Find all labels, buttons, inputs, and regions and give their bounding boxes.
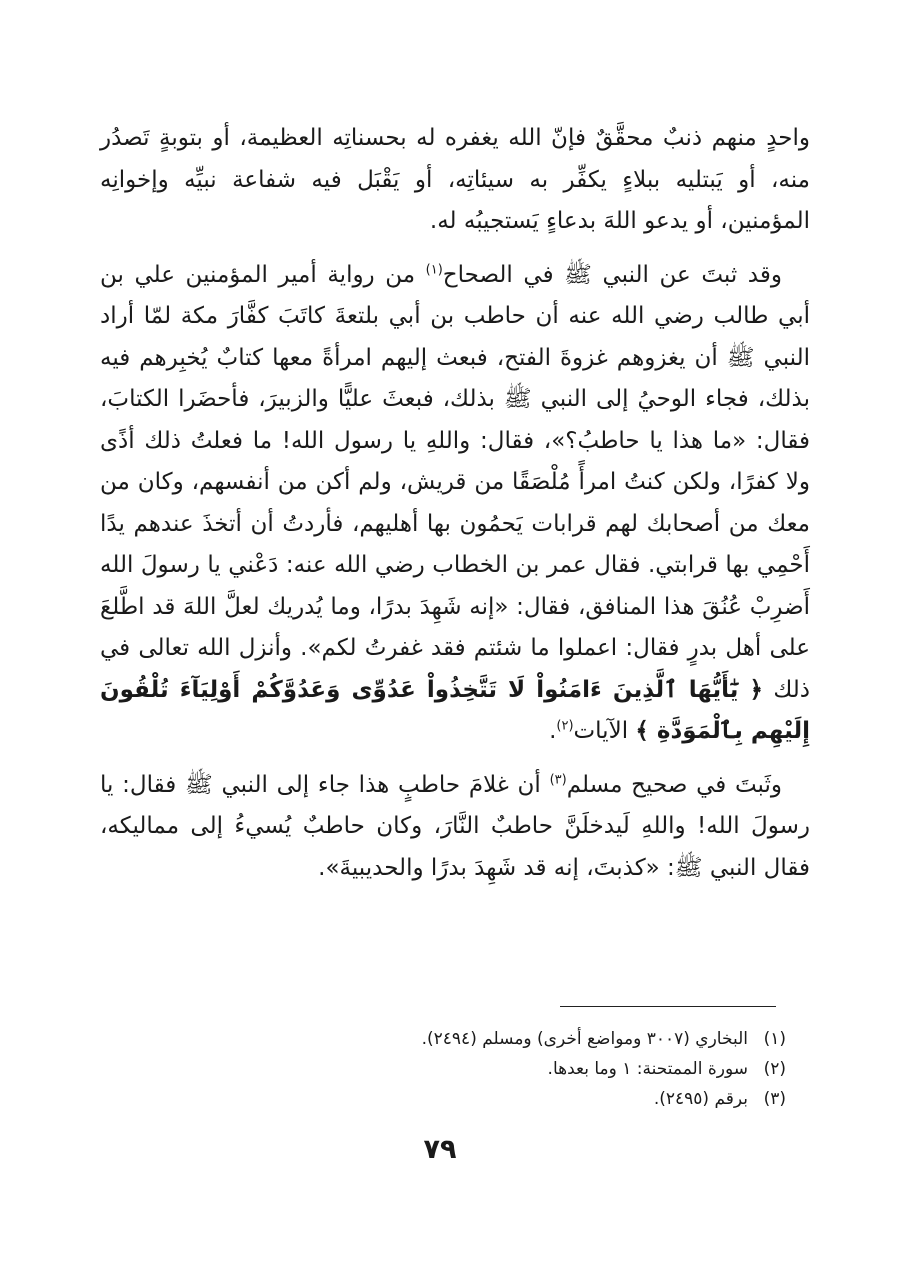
quran-verse: ﴿ يَٰٓأَيُّهَا ٱلَّذِينَ ءَامَنُواْ لَا تَتَّخِذُواْ عَدُوِّى وَعَدُوَّكُمْ أَوْلِيَآءَ تُلْقُونَ إِلَيْهِم بِٱلْمَوَدَّةِ ﴾ [100, 676, 810, 744]
footnote-3 [300, 1084, 786, 1114]
footnote-number: (١) [763, 1029, 786, 1049]
paragraph-3 [100, 765, 810, 890]
paragraph-3-part-1: وثَبتَ في صحيح مسلم [566, 771, 782, 798]
footnote-ref-3: (٣) [549, 771, 567, 787]
footnote-text: سورة الممتحنة: ١ وما بعدها. [547, 1059, 748, 1079]
footnotes [300, 1024, 786, 1114]
footnote-1 [300, 1024, 786, 1054]
footnote-number: (٣) [763, 1089, 786, 1109]
footnote-text: البخاري (٣٠٠٧ ومواضع أخرى) ومسلم (٢٤٩٤). [421, 1029, 748, 1049]
footnote-2 [300, 1054, 786, 1084]
main-text [100, 118, 810, 901]
footnote-divider [560, 1006, 776, 1007]
paragraph-2-part-3: الآيات [573, 718, 636, 744]
paragraph-3-part-2: أن غلامَ حاطبٍ هذا جاء إلى النبي ﷺ فقال: يا رسولَ الله! واللهِ لَيدخلَنَّ حاطبٌ النَّارَ، وكان حاطبٌ يُسيءُ إلى مماليكه، فقال النبي ﷺ: «كذبتَ، إنه قد شَهِدَ بدرًا والحديبيةَ». [100, 771, 810, 881]
paragraph-2-part-2: من رواية أمير المؤمنين علي بن أبي طالب رضي الله عنه أن حاطب بن أبي بلتعةَ كاتَبَ كفَّارَ مكة لمّا أراد النبي ﷺ أن يغزوهم غزوةَ الفتح، فبعث إليهم امرأةً معها كتابٌ يُخبِرهم فيه بذلك، فجاء الوحيُ إلى النبي ﷺ بذلك، فبعثَ عليًّا والزبيرَ، فأحضَرا الكتابَ، فقال: «ما هذا يا حاطبُ؟»، فقال: واللهِ يا رسول الله! ما فعلتُ ذلك أذًى ولا كفرًا، ولكن كنتُ امرأً مُلْصَقًا من قريش، ولم أكن من أنفسهم، وكان من معك من أصحابك لهم قرابات يَحمُون بها أهليهم، فأردتُ أن أتخذَ عندهم يدًا أَحْمِي بها قرابتي. فقال عمر بن الخطاب رضي الله عنه: دَعْني يا رسولَ الله أَضرِبْ عُنُقَ هذا المنافق، فقال: «إنه شَهِدَ بدرًا، وما يُدريك لعلَّ اللهَ قد اطَّلعَ على أهل بدرٍ فقال: اعملوا ما شئتم فقد غفرتُ لكم». وأنزل الله تعالى في ذلك [100, 261, 810, 703]
paragraph-2-part-4: . [549, 718, 557, 744]
footnote-text: برقم (٢٤٩٥). [653, 1089, 748, 1109]
page-number: ٧٩ [423, 1134, 457, 1165]
paragraph-2 [100, 255, 810, 753]
paragraph-2-part-1: وقد ثبتَ عن النبي ﷺ في الصحاح [442, 261, 782, 288]
footnote-ref-2: (٢) [556, 718, 574, 734]
footnote-ref-1: (١) [425, 261, 443, 277]
paragraph-1: واحدٍ منهم ذنبٌ محقَّقٌ فإنّ الله يغفره له بحسناتِه العظيمة، أو بتوبةٍ تَصدُر منه، أو يَبتليه ببلاءٍ يكفِّر به سيئاتِه، أو يَقْبَل فيه شفاعة نبيِّه وإخوانِه المؤمنين، أو يدعو اللهَ بدعاءٍ يَستجيبُه له. [100, 125, 810, 234]
footnote-number: (٢) [763, 1059, 786, 1079]
